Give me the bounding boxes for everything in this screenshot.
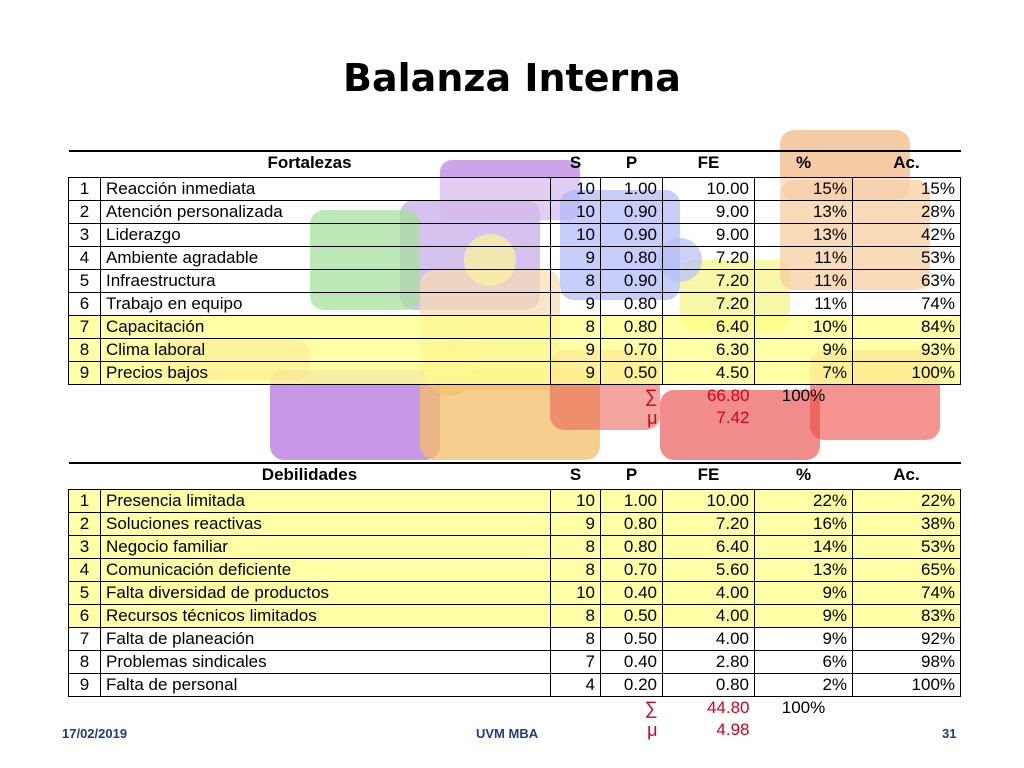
- debilidades-cell-n: 6: [69, 605, 101, 628]
- debilidades-cell-p: 1.00: [601, 490, 663, 513]
- fortalezas-cell-n: 5: [69, 270, 101, 293]
- debilidades-cell-n: 9: [69, 674, 101, 697]
- debilidades-cell-n: 5: [69, 582, 101, 605]
- debilidades-cell-p: 0.50: [601, 605, 663, 628]
- fortalezas-title: Fortalezas: [69, 151, 551, 174]
- fortalezas-sum-fe: 66.80: [706, 386, 750, 405]
- debilidades-cell-pct: 9%: [755, 605, 853, 628]
- debilidades-cell-name: Comunicación deficiente: [101, 559, 551, 582]
- debilidades-cell-name: Presencia limitada: [101, 490, 551, 513]
- fortalezas-cell-p: 0.90: [601, 201, 663, 224]
- fortalezas-cell-pct: 11%: [755, 247, 853, 270]
- debilidades-cell-n: 8: [69, 651, 101, 674]
- fortalezas-cell-s: 9: [551, 247, 601, 270]
- debilidades-cell-p: 0.40: [601, 651, 663, 674]
- header-ac: Ac.: [853, 151, 961, 174]
- fortalezas-cell-n: 1: [69, 178, 101, 201]
- fortalezas-row: [69, 339, 961, 362]
- fortalezas-sum-pct: 100%: [781, 386, 826, 405]
- debilidades-sum-row: [69, 697, 961, 720]
- fortalezas-cell-name: Atención personalizada: [101, 201, 551, 224]
- fortalezas-cell-ac: 42%: [853, 224, 961, 247]
- fortalezas-cell-s: 10: [551, 224, 601, 247]
- fortalezas-cell-n: 6: [69, 293, 101, 316]
- debilidades-cell-fe: 7.20: [663, 513, 755, 536]
- debilidades-cell-name: Falta de personal: [101, 674, 551, 697]
- fortalezas-table: [68, 150, 961, 429]
- fortalezas-cell-fe: 6.30: [663, 339, 755, 362]
- debilidades-row: [69, 513, 961, 536]
- header-fe: FE: [663, 463, 755, 486]
- debilidades-cell-ac: 38%: [853, 513, 961, 536]
- debilidades-cell-pct: 13%: [755, 559, 853, 582]
- mean-symbol: μ: [647, 407, 658, 428]
- fortalezas-cell-fe: 9.00: [663, 224, 755, 247]
- header-p: P: [601, 463, 663, 486]
- debilidades-cell-s: 8: [551, 628, 601, 651]
- debilidades-cell-ac: 65%: [853, 559, 961, 582]
- fortalezas-cell-s: 9: [551, 293, 601, 316]
- debilidades-cell-name: Falta diversidad de productos: [101, 582, 551, 605]
- debilidades-cell-n: 3: [69, 536, 101, 559]
- debilidades-row: [69, 536, 961, 559]
- debilidades-cell-p: 0.20: [601, 674, 663, 697]
- fortalezas-cell-n: 4: [69, 247, 101, 270]
- debilidades-cell-pct: 9%: [755, 582, 853, 605]
- fortalezas-cell-pct: 11%: [755, 293, 853, 316]
- fortalezas-cell-name: Reacción inmediata: [101, 178, 551, 201]
- debilidades-sum-fe: 44.80: [706, 698, 750, 717]
- debilidades-table: [68, 462, 961, 741]
- fortalezas-cell-ac: 74%: [853, 293, 961, 316]
- debilidades-title: Debilidades: [69, 463, 551, 486]
- fortalezas-cell-p: 0.80: [601, 247, 663, 270]
- fortalezas-row: [69, 201, 961, 224]
- sum-symbol: ∑: [644, 385, 658, 406]
- debilidades-cell-pct: 16%: [755, 513, 853, 536]
- fortalezas-row: [69, 362, 961, 385]
- fortalezas-cell-p: 0.80: [601, 316, 663, 339]
- debilidades-cell-ac: 74%: [853, 582, 961, 605]
- fortalezas-cell-n: 3: [69, 224, 101, 247]
- fortalezas-cell-s: 9: [551, 362, 601, 385]
- fortalezas-cell-fe: 7.20: [663, 247, 755, 270]
- fortalezas-cell-fe: 4.50: [663, 362, 755, 385]
- fortalezas-cell-p: 0.80: [601, 293, 663, 316]
- fortalezas-cell-ac: 15%: [853, 178, 961, 201]
- debilidades-row: [69, 674, 961, 697]
- fortalezas-cell-s: 8: [551, 270, 601, 293]
- header-pct: %: [755, 151, 853, 174]
- debilidades-cell-ac: 53%: [853, 536, 961, 559]
- fortalezas-cell-ac: 93%: [853, 339, 961, 362]
- debilidades-cell-fe: 0.80: [663, 674, 755, 697]
- fortalezas-cell-s: 10: [551, 201, 601, 224]
- sum-symbol: ∑: [644, 697, 658, 718]
- fortalezas-cell-p: 0.90: [601, 270, 663, 293]
- debilidades-cell-s: 8: [551, 536, 601, 559]
- debilidades-cell-s: 8: [551, 559, 601, 582]
- fortalezas-cell-pct: 13%: [755, 224, 853, 247]
- debilidades-cell-pct: 22%: [755, 490, 853, 513]
- header-pct: %: [755, 463, 853, 486]
- debilidades-cell-fe: 4.00: [663, 605, 755, 628]
- fortalezas-cell-ac: 28%: [853, 201, 961, 224]
- fortalezas-cell-pct: 15%: [755, 178, 853, 201]
- debilidades-cell-s: 10: [551, 490, 601, 513]
- fortalezas-cell-pct: 13%: [755, 201, 853, 224]
- debilidades-cell-ac: 83%: [853, 605, 961, 628]
- footer-page-number: 31: [942, 726, 957, 741]
- debilidades-cell-n: 7: [69, 628, 101, 651]
- fortalezas-cell-pct: 7%: [755, 362, 853, 385]
- fortalezas-cell-ac: 84%: [853, 316, 961, 339]
- fortalezas-cell-n: 9: [69, 362, 101, 385]
- debilidades-cell-ac: 22%: [853, 490, 961, 513]
- debilidades-cell-name: Falta de planeación: [101, 628, 551, 651]
- fortalezas-cell-ac: 53%: [853, 247, 961, 270]
- fortalezas-cell-p: 0.50: [601, 362, 663, 385]
- fortalezas-cell-fe: 9.00: [663, 201, 755, 224]
- footer-center: UVM MBA: [476, 726, 539, 741]
- debilidades-mean-fe: 4.98: [716, 720, 750, 739]
- fortalezas-row: [69, 316, 961, 339]
- header-fe: FE: [663, 151, 755, 174]
- fortalezas-cell-s: 10: [551, 178, 601, 201]
- fortalezas-mean-row: [69, 407, 961, 429]
- debilidades-row: [69, 490, 961, 513]
- debilidades-cell-s: 10: [551, 582, 601, 605]
- fortalezas-row: [69, 178, 961, 201]
- debilidades-row: [69, 559, 961, 582]
- debilidades-cell-pct: 6%: [755, 651, 853, 674]
- slide-title: Balanza Interna: [343, 56, 681, 100]
- fortalezas-cell-p: 1.00: [601, 178, 663, 201]
- fortalezas-header-row: [69, 151, 961, 174]
- fortalezas-cell-fe: 10.00: [663, 178, 755, 201]
- fortalezas-cell-fe: 7.20: [663, 293, 755, 316]
- debilidades-cell-fe: 4.00: [663, 582, 755, 605]
- debilidades-cell-name: Negocio familiar: [101, 536, 551, 559]
- debilidades-header-row: [69, 463, 961, 486]
- fortalezas-cell-pct: 11%: [755, 270, 853, 293]
- debilidades-row: [69, 651, 961, 674]
- debilidades-row: [69, 582, 961, 605]
- fortalezas-cell-fe: 7.20: [663, 270, 755, 293]
- debilidades-cell-s: 9: [551, 513, 601, 536]
- debilidades-cell-s: 8: [551, 605, 601, 628]
- debilidades-cell-pct: 9%: [755, 628, 853, 651]
- debilidades-cell-ac: 98%: [853, 651, 961, 674]
- debilidades-cell-fe: 5.60: [663, 559, 755, 582]
- debilidades-cell-ac: 92%: [853, 628, 961, 651]
- debilidades-sum-pct: 100%: [781, 698, 826, 717]
- fortalezas-cell-ac: 63%: [853, 270, 961, 293]
- fortalezas-cell-name: Infraestructura: [101, 270, 551, 293]
- debilidades-cell-n: 1: [69, 490, 101, 513]
- fortalezas-cell-p: 0.70: [601, 339, 663, 362]
- debilidades-cell-fe: 4.00: [663, 628, 755, 651]
- debilidades-cell-ac: 100%: [853, 674, 961, 697]
- footer-date: 17/02/2019: [62, 726, 128, 741]
- fortalezas-cell-name: Capacitación: [101, 316, 551, 339]
- debilidades-cell-p: 0.50: [601, 628, 663, 651]
- fortalezas-cell-n: 2: [69, 201, 101, 224]
- mean-symbol: μ: [647, 719, 658, 740]
- fortalezas-cell-name: Trabajo en equipo: [101, 293, 551, 316]
- debilidades-row: [69, 605, 961, 628]
- header-s: S: [551, 463, 601, 486]
- debilidades-cell-fe: 6.40: [663, 536, 755, 559]
- debilidades-cell-fe: 10.00: [663, 490, 755, 513]
- fortalezas-cell-pct: 10%: [755, 316, 853, 339]
- fortalezas-cell-fe: 6.40: [663, 316, 755, 339]
- fortalezas-row: [69, 247, 961, 270]
- debilidades-cell-n: 2: [69, 513, 101, 536]
- debilidades-cell-pct: 2%: [755, 674, 853, 697]
- debilidades-cell-p: 0.70: [601, 559, 663, 582]
- fortalezas-sum-row: [69, 385, 961, 408]
- debilidades-cell-pct: 14%: [755, 536, 853, 559]
- fortalezas-cell-p: 0.90: [601, 224, 663, 247]
- debilidades-row: [69, 628, 961, 651]
- debilidades-cell-s: 7: [551, 651, 601, 674]
- debilidades-cell-s: 4: [551, 674, 601, 697]
- fortalezas-cell-name: Ambiente agradable: [101, 247, 551, 270]
- debilidades-cell-p: 0.80: [601, 513, 663, 536]
- debilidades-cell-fe: 2.80: [663, 651, 755, 674]
- debilidades-cell-p: 0.80: [601, 536, 663, 559]
- debilidades-cell-name: Recursos técnicos limitados: [101, 605, 551, 628]
- fortalezas-row: [69, 270, 961, 293]
- debilidades-cell-n: 4: [69, 559, 101, 582]
- fortalezas-cell-name: Clima laboral: [101, 339, 551, 362]
- debilidades-cell-name: Problemas sindicales: [101, 651, 551, 674]
- fortalezas-cell-name: Liderazgo: [101, 224, 551, 247]
- fortalezas-cell-name: Precios bajos: [101, 362, 551, 385]
- fortalezas-mean-fe: 7.42: [716, 408, 750, 427]
- debilidades-cell-name: Soluciones reactivas: [101, 513, 551, 536]
- fortalezas-cell-ac: 100%: [853, 362, 961, 385]
- fortalezas-cell-s: 9: [551, 339, 601, 362]
- header-ac: Ac.: [853, 463, 961, 486]
- fortalezas-cell-pct: 9%: [755, 339, 853, 362]
- header-p: P: [601, 151, 663, 174]
- fortalezas-cell-s: 8: [551, 316, 601, 339]
- fortalezas-cell-n: 8: [69, 339, 101, 362]
- header-s: S: [551, 151, 601, 174]
- fortalezas-row: [69, 293, 961, 316]
- debilidades-cell-p: 0.40: [601, 582, 663, 605]
- fortalezas-row: [69, 224, 961, 247]
- fortalezas-cell-n: 7: [69, 316, 101, 339]
